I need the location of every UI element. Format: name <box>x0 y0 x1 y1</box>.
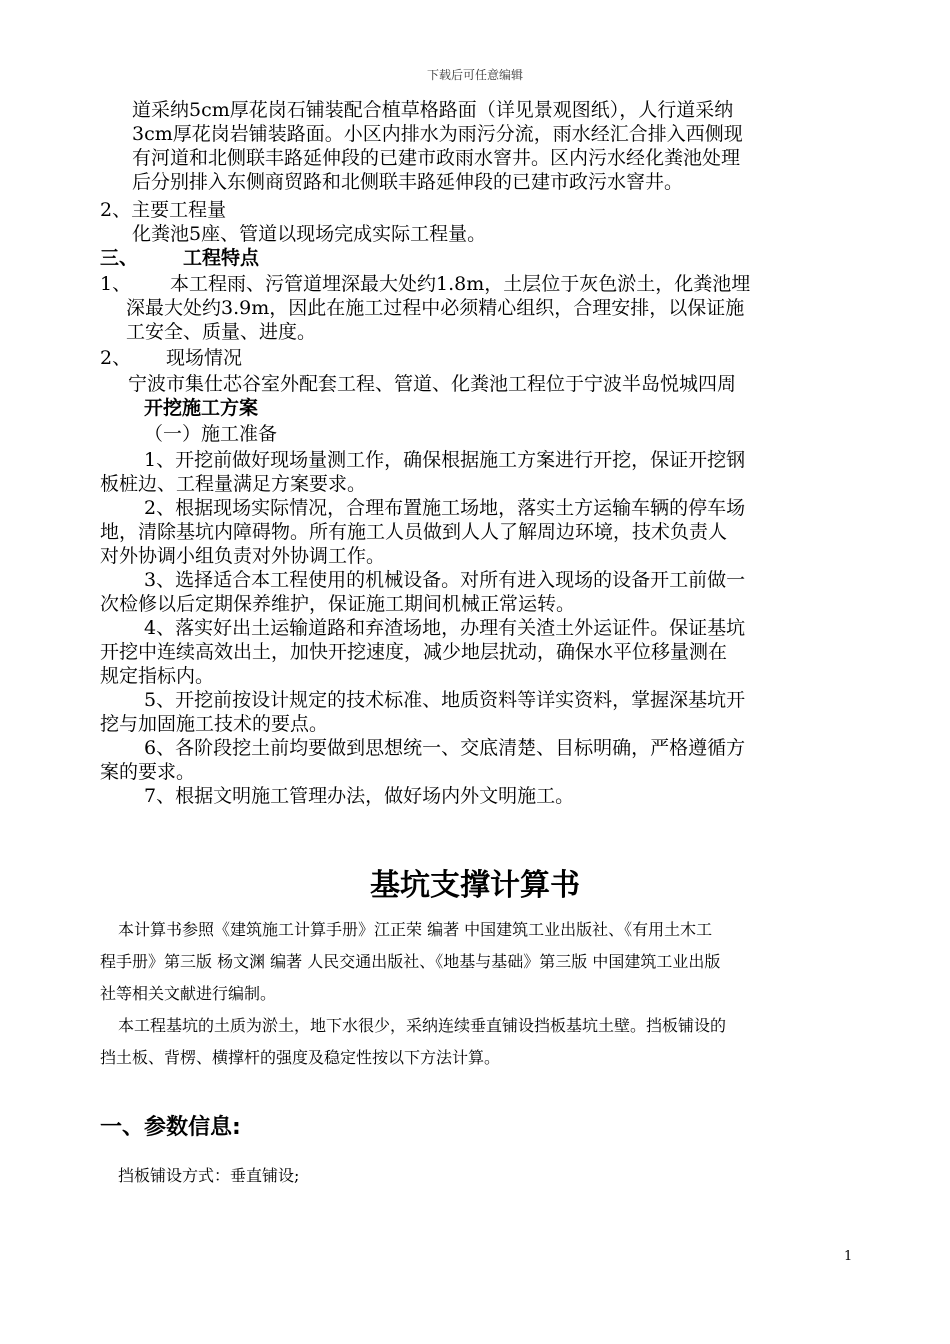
text-line: 道采纳5cm厚花岗石铺装配合植草格路面（详见景观图纸），人行道采纳 <box>132 99 734 121</box>
text-line: 程手册》第三版 杨文渊 编著 人民交通出版社、《地基与基础》第三版 中国建筑工业出版 <box>100 952 721 971</box>
features-number: 三、 <box>100 247 139 269</box>
text-line: 后分别排入东侧商贸路和北侧联丰路延伸段的已建市政污水窨井。 <box>132 171 684 193</box>
feature-2-body: 宁波市集仕芯谷室外配套工程、管道、化粪池工程位于宁波半岛悦城四周 <box>128 373 737 395</box>
text-line: 地，清除基坑内障碍物。所有施工人员做到人人了解周边环境，技术负责人 <box>100 521 728 543</box>
text-line: 4、落实好出土运输道路和弃渣场地，办理有关渣土外运证件。保证基坑 <box>144 617 746 639</box>
text-line: 案的要求。 <box>100 761 196 783</box>
text-line: 3cm厚花岗岩铺装路面。小区内排水为雨污分流，雨水经汇合排入西侧现 <box>132 123 743 145</box>
text-line: 5、开挖前按设计规定的技术标准、地质资料等详实资料，掌握深基坑开 <box>144 689 746 711</box>
text-line: 挡土板、背楞、横撑杆的强度及稳定性按以下方法计算。 <box>100 1048 501 1067</box>
text-line: 板桩边、工程量满足方案要求。 <box>100 473 367 495</box>
features-heading: 工程特点 <box>183 247 260 269</box>
calc-title: 基坑支撑计算书 <box>370 868 580 903</box>
text-line: 社等相关文献进行编制。 <box>100 984 277 1003</box>
text-line: 次检修以后定期保养维护，保证施工期间机械正常运转。 <box>100 593 576 615</box>
calc-intro-paragraph <box>100 914 726 1074</box>
text-line: 2、根据现场实际情况，合理布置施工场地，落实土方运输车辆的停车场 <box>144 497 746 519</box>
quantities-heading: 2、主要工程量 <box>100 199 227 221</box>
text-line: 规定指标内。 <box>100 665 215 687</box>
text-line: 6、各阶段挖土前均要做到思想统一、交底清楚、目标明确，严格遵循方 <box>144 737 746 759</box>
feature-1-line: 本工程雨、污管道埋深最大处约1.8m，土层位于灰色淤土，化粪池埋 <box>170 273 751 295</box>
preparation-list <box>100 448 745 808</box>
excavation-plan-heading: 开挖施工方案 <box>144 397 259 419</box>
param-section-heading: 一、参数信息: <box>100 1115 241 1140</box>
feature-2-heading: 现场情况 <box>166 347 243 369</box>
param-support-method: 挡板铺设方式：垂直铺设; <box>118 1166 300 1185</box>
text-line: 3、选择适合本工程使用的机械设备。对所有进入现场的设备开工前做一 <box>144 569 746 591</box>
feature-1-line: 深最大处约3.9m，因此在施工过程中必须精心组织，合理安排，以保证施 <box>126 297 745 319</box>
quantities-body: 化粪池5座、管道以现场完成实际工程量。 <box>132 223 487 245</box>
text-line: 挖与加固施工技术的要点。 <box>100 713 329 735</box>
page-number: 1 <box>844 1249 853 1264</box>
text-line: 开挖中连续高效出土，加快开挖速度，减少地层扰动，确保水平位移量测在 <box>100 641 728 663</box>
text-line: 对外协调小组负责对外协调工作。 <box>100 545 386 567</box>
feature-1-number: 1、 <box>100 273 132 295</box>
feature-2-number: 2、 <box>100 347 132 369</box>
page-header: 下载后可任意编辑 <box>426 68 523 82</box>
text-line: 有河道和北侧联丰路延伸段的已建市政雨水窨井。区内污水经化粪池处理 <box>132 147 741 169</box>
overview-paragraph <box>132 98 743 194</box>
text-line: 本工程基坑的土质为淤土，地下水很少，采纳连续垂直铺设挡板基坑土壁。挡板铺设的 <box>118 1016 727 1035</box>
feature-1-line: 工安全、质量、进度。 <box>126 321 317 343</box>
text-line: 本计算书参照《建筑施工计算手册》江正荣 编著 中国建筑工业出版社、《有用土木工 <box>118 920 713 939</box>
text-line: 1、开挖前做好现场量测工作，确保根据施工方案进行开挖，保证开挖钢 <box>144 449 746 471</box>
text-line: 7、根据文明施工管理办法，做好场内外文明施工。 <box>144 785 575 807</box>
preparation-subheading: （一）施工准备 <box>144 423 278 445</box>
